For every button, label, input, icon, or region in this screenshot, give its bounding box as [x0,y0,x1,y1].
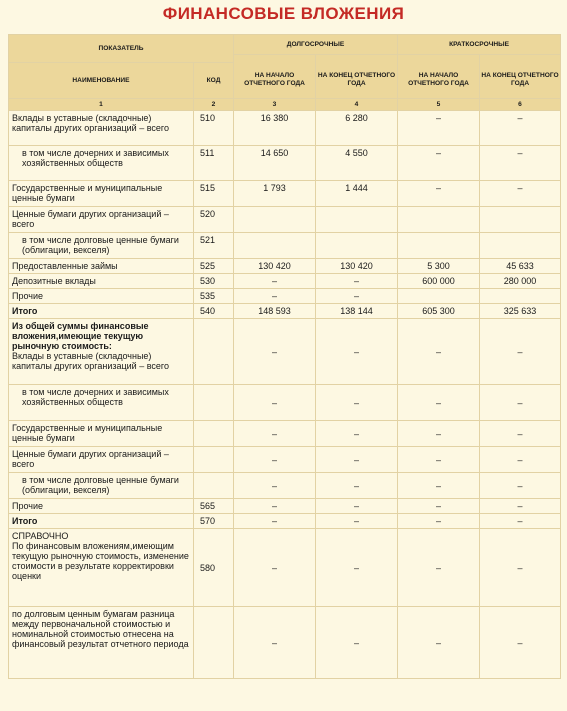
row-value: – [234,529,316,607]
col-number: 2 [194,99,234,111]
row-value: – [480,514,561,529]
row-value: – [234,514,316,529]
row-code: 521 [194,233,234,259]
row-value: – [234,421,316,447]
page-title: ФИНАНСОВЫЕ ВЛОЖЕНИЯ [162,4,405,23]
row-value: – [480,385,561,421]
header-long-term: ДОЛГОСРОЧНЫЕ [234,35,398,55]
row-name [9,319,194,385]
row-value: – [316,421,398,447]
row-value: 45 633 [480,259,561,274]
row-value: 605 300 [398,304,480,319]
table-row [9,304,561,319]
row-value: – [234,473,316,499]
row-value: – [316,473,398,499]
table-row [9,111,561,146]
row-code [194,385,234,421]
row-name: Ценные бумаги других организаций – всего [9,447,194,473]
row-code: 565 [194,499,234,514]
header-short-term: КРАТКОСРОЧНЫЕ [398,35,561,55]
table-row [9,289,561,304]
row-value: – [480,447,561,473]
row-value: – [398,421,480,447]
row-value: 138 144 [316,304,398,319]
row-value: – [480,111,561,146]
header-short-end-top [480,55,561,63]
row-value: – [234,319,316,385]
row-name: Прочие [9,289,194,304]
row-value: – [234,607,316,679]
row-value: – [316,607,398,679]
row-name: Предоставленные займы [9,259,194,274]
header-short-start: НА НАЧАЛО ОТЧЕТНОГО ГОДА [398,63,480,99]
header-long-start: НА НАЧАЛО ОТЧЕТНОГО ГОДА [234,63,316,99]
col-number: 1 [9,99,194,111]
row-name: Итого [9,514,194,529]
header-long-end: НА КОНЕЦ ОТЧЕТНОГО ГОДА [316,63,398,99]
row-name-text: Вклады в уставные (складочные) капиталы других организаций – всего [12,351,169,371]
row-value: – [316,499,398,514]
row-value: 1 444 [316,181,398,207]
row-value: 6 280 [316,111,398,146]
row-name: Прочие [9,499,194,514]
row-value [398,289,480,304]
row-value [316,233,398,259]
row-code: 520 [194,207,234,233]
row-name: Депозитные вклады [9,274,194,289]
row-value: – [316,447,398,473]
row-value: – [316,385,398,421]
row-value: – [480,146,561,181]
row-code [194,607,234,679]
row-code: 580 [194,529,234,607]
row-value [234,233,316,259]
table-row [9,421,561,447]
row-value: – [316,529,398,607]
row-value: 148 593 [234,304,316,319]
row-value: – [398,473,480,499]
row-value: – [480,319,561,385]
row-code: 525 [194,259,234,274]
row-value: 16 380 [234,111,316,146]
row-value [234,207,316,233]
row-value: 130 420 [316,259,398,274]
row-name: Итого [9,304,194,319]
row-value: – [316,319,398,385]
row-value: – [480,499,561,514]
table-row [9,233,561,259]
table-row [9,529,561,607]
row-value: 5 300 [398,259,480,274]
header-long-end-top [316,55,398,63]
row-value: – [234,499,316,514]
row-value [480,207,561,233]
row-code [194,447,234,473]
row-value: – [234,289,316,304]
row-value [398,207,480,233]
row-value: 1 793 [234,181,316,207]
table-row [9,607,561,679]
row-value: – [398,146,480,181]
market-value-heading: Из общей суммы финансовые вложения,имеющие текущую рыночную стоимость: [12,321,149,351]
row-value: – [480,607,561,679]
row-value: – [398,111,480,146]
row-name: Государственные и муниципальные ценные бумаги [9,181,194,207]
header-short-start-top [398,55,480,63]
row-value: – [398,529,480,607]
row-name: в том числе долговые ценные бумаги (облигации, векселя) [9,473,194,499]
table-row [9,499,561,514]
row-name: в том числе дочерних и зависимых хозяйственных обществ [9,385,194,421]
row-name: в том числе дочерних и зависимых хозяйственных обществ [9,146,194,181]
header-name: НАИМЕНОВАНИЕ [9,63,194,99]
col-number: 4 [316,99,398,111]
row-name: по долговым ценным бумагам разница между первоначальной стоимостью и номинальной стоимостью отнесена на финансовый результат отчетного периода [9,607,194,679]
table-row [9,319,561,385]
header-long-start-top [234,55,316,63]
financial-investments-table [8,34,561,679]
row-value: 280 000 [480,274,561,289]
col-number: 3 [234,99,316,111]
row-value: – [398,319,480,385]
row-value [316,207,398,233]
header-code: КОД [194,63,234,99]
row-code: 530 [194,274,234,289]
row-value: – [398,499,480,514]
row-value: 14 650 [234,146,316,181]
row-value: – [398,514,480,529]
table-row [9,385,561,421]
col-number: 5 [398,99,480,111]
row-name: Государственные и муниципальные ценные бумаги [9,421,194,447]
table-row [9,259,561,274]
row-value: – [480,181,561,207]
row-value: 130 420 [234,259,316,274]
row-value: – [398,607,480,679]
row-value: – [316,274,398,289]
row-value [480,289,561,304]
row-value: – [316,289,398,304]
row-value: – [480,473,561,499]
row-value: – [316,514,398,529]
row-code [194,473,234,499]
row-value [398,233,480,259]
table-row [9,146,561,181]
table-row [9,274,561,289]
row-value: 4 550 [316,146,398,181]
table-row [9,514,561,529]
row-code: 515 [194,181,234,207]
header-indicator: ПОКАЗАТЕЛЬ [9,35,234,63]
row-code: 535 [194,289,234,304]
header-short-end: НА КОНЕЦ ОТЧЕТНОГО ГОДА [480,63,561,99]
row-value: – [480,421,561,447]
row-name: Ценные бумаги других организаций – всего [9,207,194,233]
row-value: – [234,385,316,421]
row-code: 540 [194,304,234,319]
table-row [9,181,561,207]
table-row [9,447,561,473]
row-name: Вклады в уставные (складочные) капиталы других организаций – всего [9,111,194,146]
row-value: – [398,385,480,421]
row-value [480,233,561,259]
row-code [194,319,234,385]
col-number: 6 [480,99,561,111]
row-value: 325 633 [480,304,561,319]
row-value: – [480,529,561,607]
row-value: 600 000 [398,274,480,289]
row-value: – [234,447,316,473]
row-code: 511 [194,146,234,181]
row-value: – [398,447,480,473]
table-row [9,473,561,499]
row-name: СПРАВОЧНО По финансовым вложениям,имеющим текущую рыночную стоимость, изменение стоимости в результате корректировки оценки [9,529,194,607]
row-code: 570 [194,514,234,529]
row-value: – [398,181,480,207]
row-name: в том числе долговые ценные бумаги (облигации, векселя) [9,233,194,259]
row-code: 510 [194,111,234,146]
row-value: – [234,274,316,289]
table-row [9,207,561,233]
row-code [194,421,234,447]
